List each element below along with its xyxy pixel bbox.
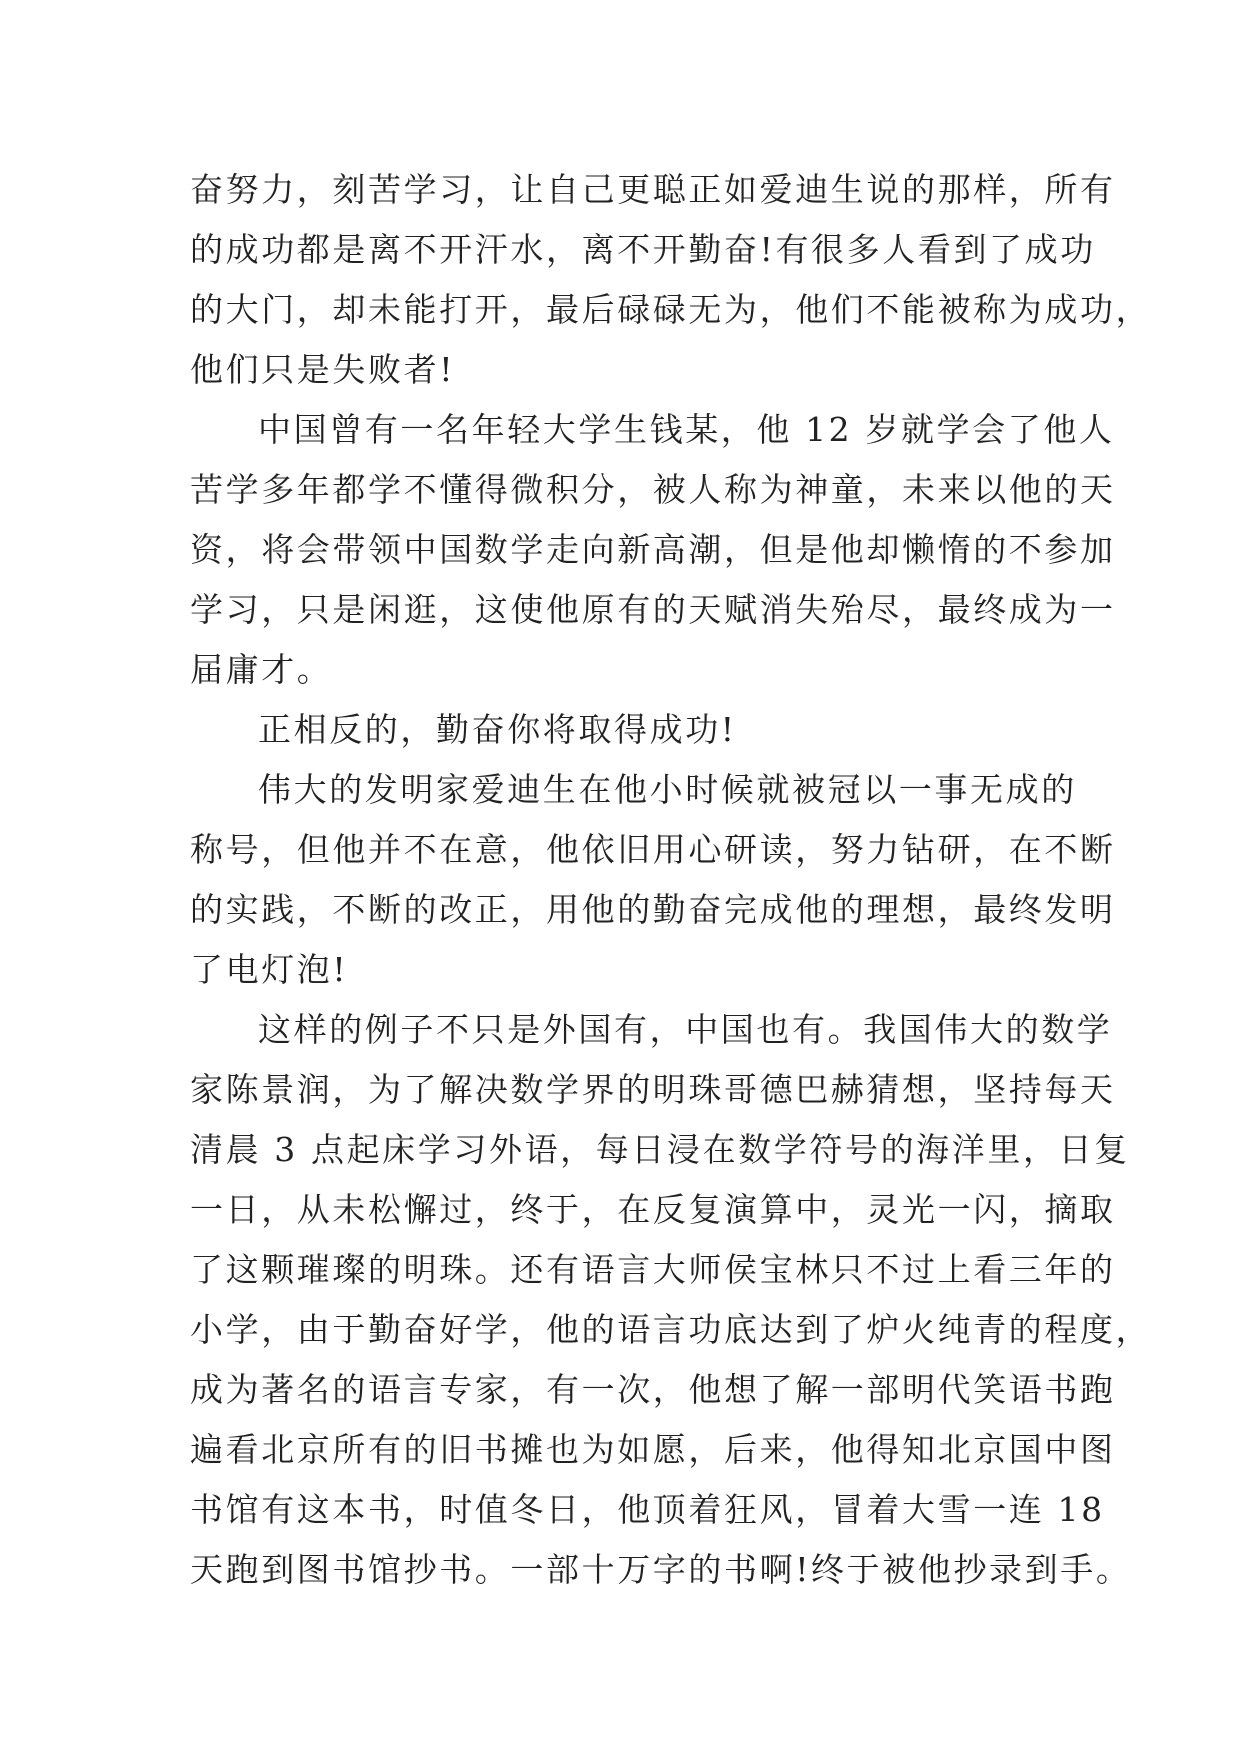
text-line: 小学，由于勤奋好学，他的语言功底达到了炉火纯青的程度， [190, 1310, 1152, 1349]
text-line: 了电灯泡! [190, 950, 349, 989]
text-line: 奋努力，刻苦学习，让自己更聪正如爱迪生说的那样，所有 [190, 170, 1116, 209]
text-line: 他们只是失败者! [190, 350, 456, 389]
text-line: 成为著名的语言专家，有一次，他想了解一部明代笑语书跑 [190, 1370, 1116, 1409]
paragraph-start-line: 这样的例子不只是外国有，中国也有。我国伟大的数学 [258, 1010, 1113, 1049]
text-line: 苦学多年都学不懂得微积分，被人称为神童，未来以他的天 [190, 470, 1116, 509]
essay-text [190, 160, 1152, 1600]
text-line: 届庸才。 [190, 650, 333, 689]
text-line: 一日，从未松懈过，终于，在反复演算中，灵光一闪，摘取 [190, 1190, 1116, 1229]
paragraph-start-line: 伟大的发明家爱迪生在他小时候就被冠以一事无成的 [258, 770, 1077, 809]
paragraph-start-line: 正相反的，勤奋你将取得成功! [258, 710, 737, 749]
text-line: 书馆有这本书，时值冬日，他顶着狂风，冒着大雪一连 18 [190, 1490, 1105, 1529]
text-line: 了这颗璀璨的明珠。还有语言大师侯宝林只不过上看三年的 [190, 1250, 1116, 1289]
text-line: 清晨 3 点起床学习外语，每日浸在数学符号的海洋里，日复 [190, 1130, 1130, 1169]
text-line: 学习，只是闲逛，这使他原有的天赋消失殆尽，最终成为一 [190, 590, 1116, 629]
paragraph-start-line: 中国曾有一名年轻大学生钱某，他 12 岁就学会了他人 [258, 410, 1115, 449]
text-line: 资，将会带领中国数学走向新高潮，但是他却懒惰的不参加 [190, 530, 1116, 569]
text-line: 遍看北京所有的旧书摊也为如愿，后来，他得知北京国中图 [190, 1430, 1116, 1469]
text-line: 天跑到图书馆抄书。一部十万字的书啊!终于被他抄录到手。 [190, 1550, 1132, 1589]
text-line: 家陈景润，为了解决数学界的明珠哥德巴赫猜想，坚持每天 [190, 1070, 1116, 1109]
text-line: 的实践，不断的改正，用他的勤奋完成他的理想，最终发明 [190, 890, 1116, 929]
text-line: 的成功都是离不开汗水，离不开勤奋!有很多人看到了成功 [190, 230, 1096, 269]
text-line: 的大门，却未能打开，最后碌碌无为，他们不能被称为成功， [190, 290, 1152, 329]
text-line: 称号，但他并不在意，他依旧用心研读，努力钻研，在不断 [190, 830, 1116, 869]
